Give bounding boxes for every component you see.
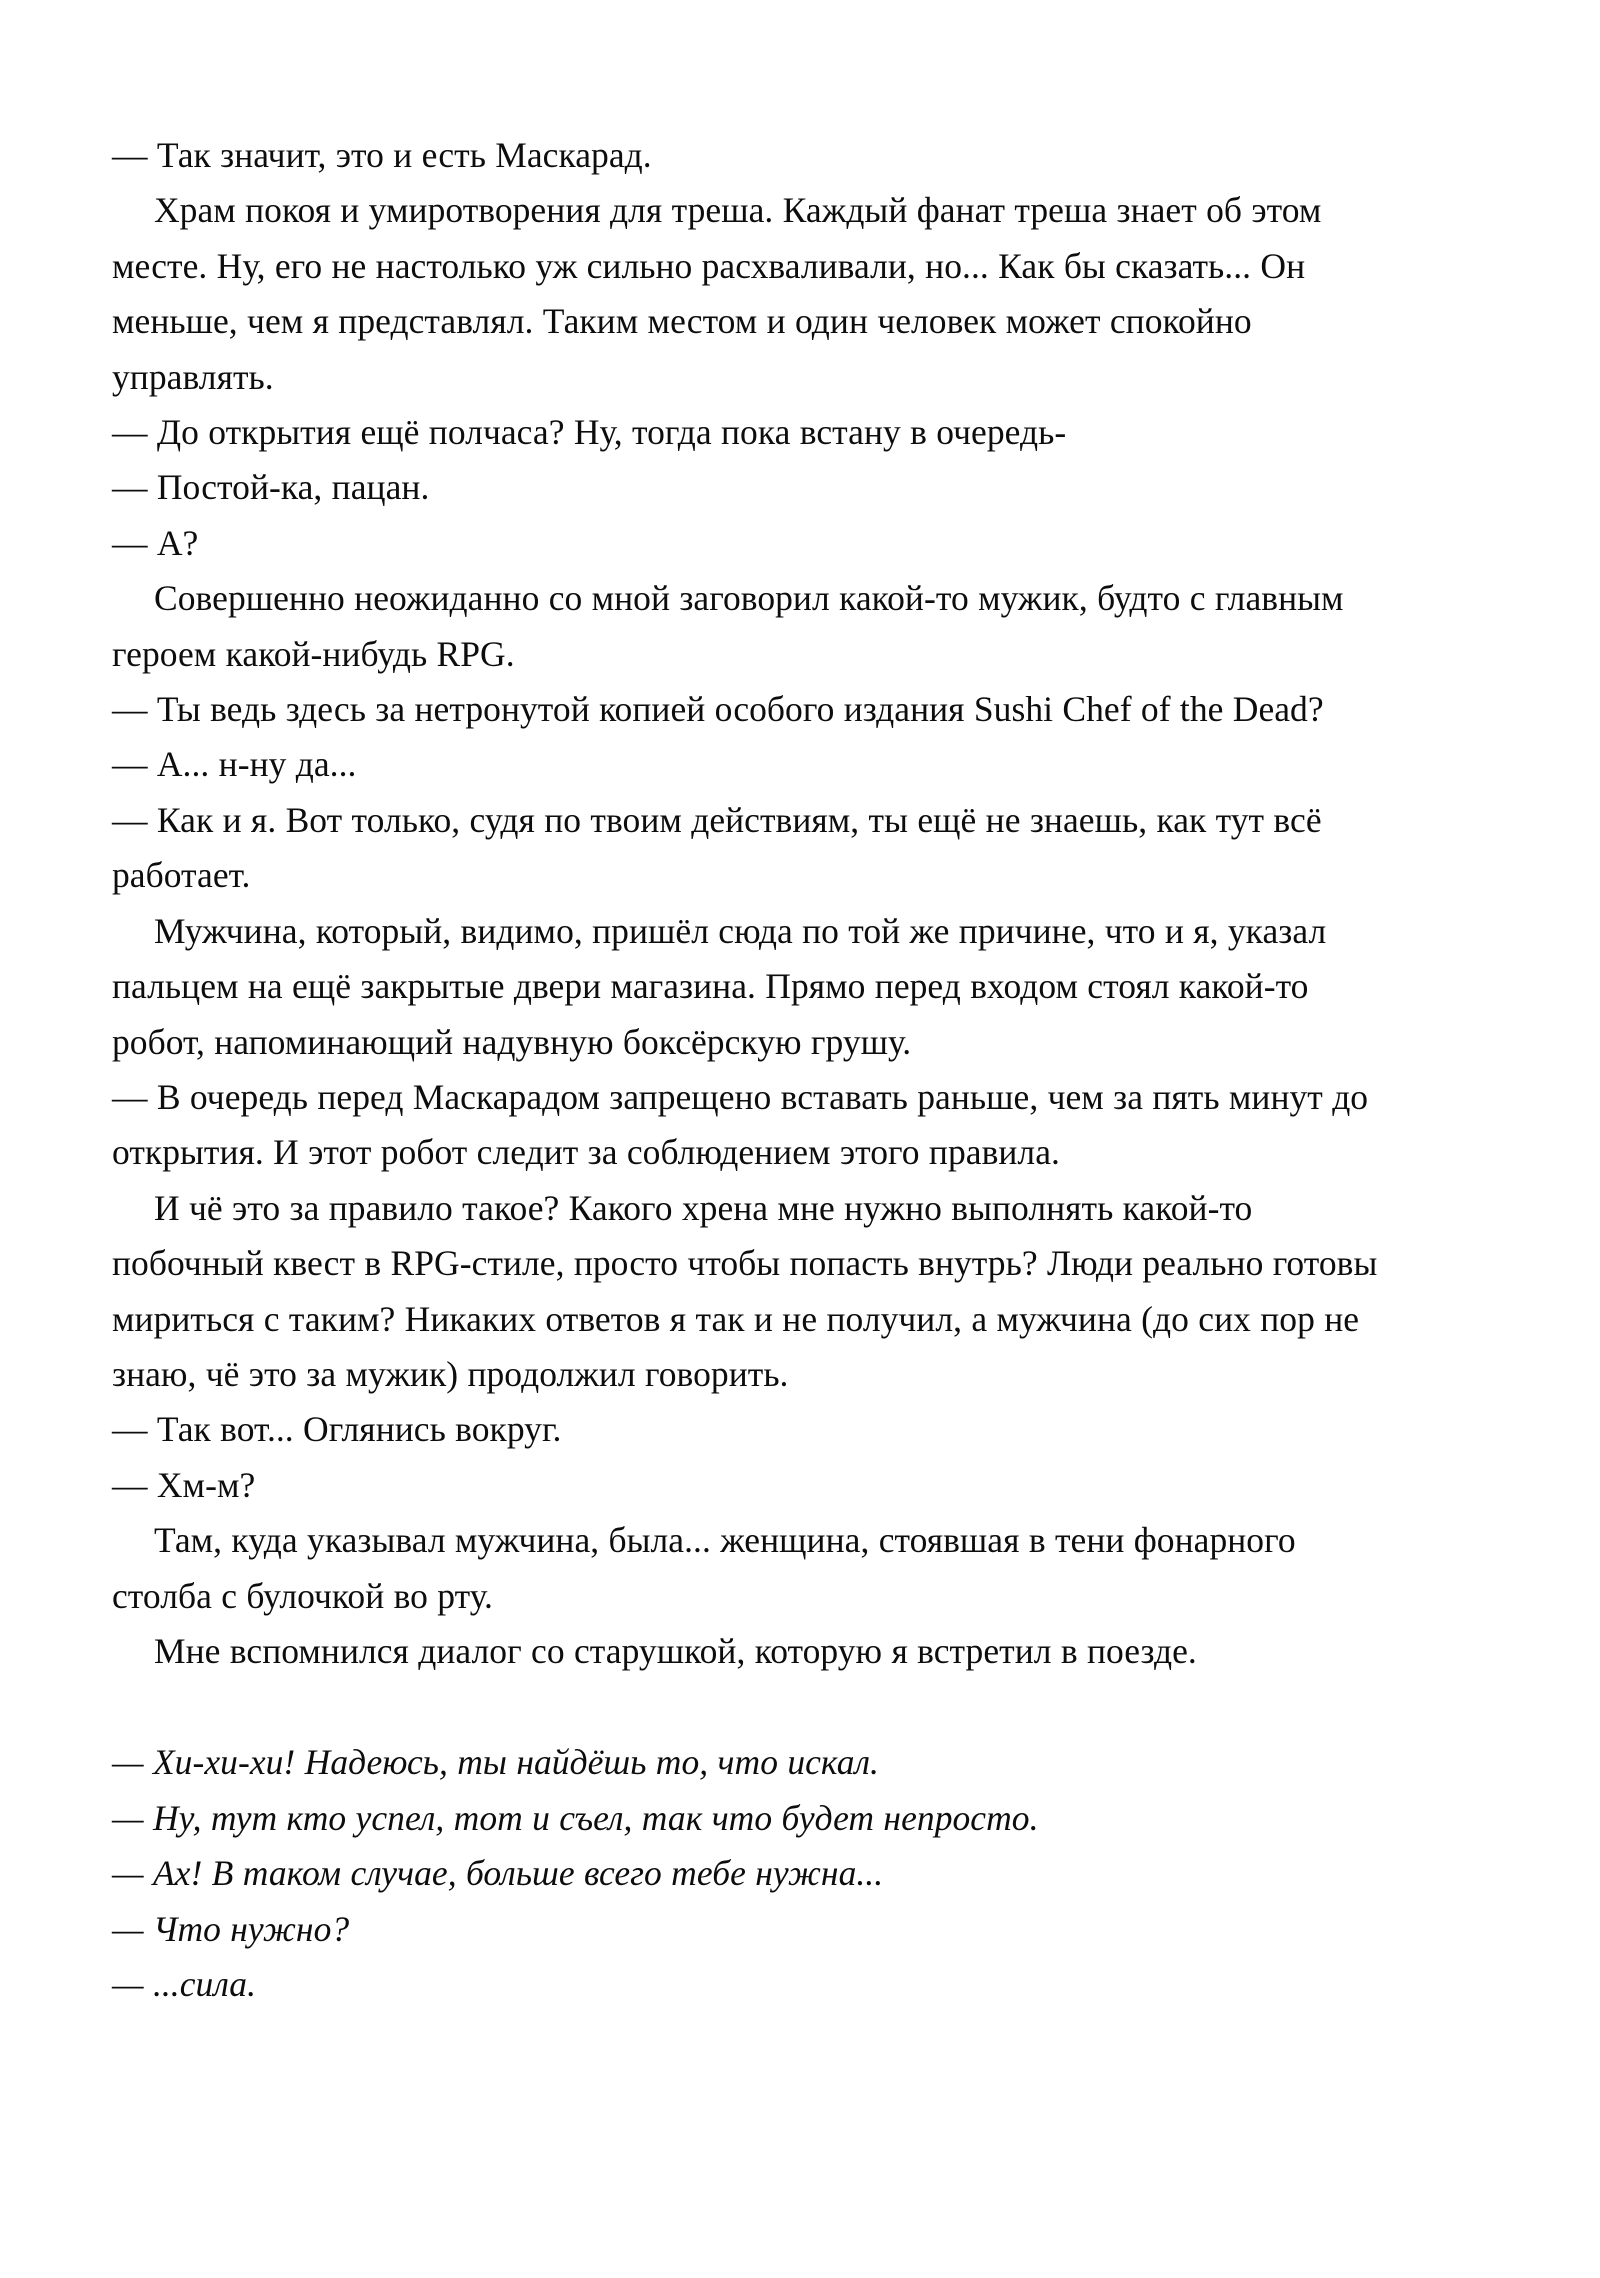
flashback-dialogue-section (112, 1735, 1380, 2012)
body-dialogue-line: — В очередь перед Маскарадом запрещено вставать раньше, чем за пять минут до открытия. И этот робот следит за соблюдением этого правила. (112, 1076, 1369, 1173)
body-dialogue-line: — До открытия ещё полчаса? Ну, тогда пока встану в очередь- (112, 412, 1067, 453)
body-paragraph: Храм покоя и умиротворения для треша. Каждый фанат треша знает об этом месте. Ну, его не настолько уж сильно расхваливали, но... Как бы сказать... Он меньше, чем я представлял. Таким местом и один человек может спокойно управлять. (112, 190, 1322, 397)
body-section (112, 128, 1380, 1679)
body-paragraph: Мужчина, который, видимо, пришёл сюда по той же причине, что и я, указал пальцем на ещё закрытые двери магазина. Прямо перед входом стоял какой-то робот, напоминающий надувную боксёрскую грушу. (112, 910, 1327, 1062)
body-paragraph: Совершенно неожиданно со мной заговорил какой-то мужик, будто с главным героем какой-нибудь RPG. (112, 578, 1344, 674)
body-dialogue-line: — Так значит, это и есть Маскарад. (112, 135, 652, 175)
flashback-dialogue-line: — Хи-хи-хи! Надеюсь, ты найдёшь то, что искал. (112, 1742, 879, 1783)
flashback-dialogue-line: — Ах! В таком случае, больше всего тебе нужна... (112, 1853, 884, 1894)
body-paragraph: Мне вспомнился диалог со старушкой, которую я встретил в поезде. (154, 1630, 1197, 1671)
flashback-dialogue-line: — Ну, тут кто успел, тот и съел, так что будет непросто. (112, 1797, 1039, 1838)
body-dialogue-line: — Постой-ка, пацан. (112, 467, 430, 508)
flashback-dialogue-line: — Что нужно? (112, 1908, 350, 1949)
body-dialogue-line: — Как и я. Вот только, судя по твоим действиям, ты ещё не знаешь, как тут всё работает. (112, 799, 1322, 896)
body-dialogue-line: — Так вот... Оглянись вокруг. (112, 1409, 562, 1450)
body-dialogue-line: — А? (112, 522, 199, 563)
body-dialogue-line: — А... н-ну да... (112, 744, 357, 785)
text-column (112, 128, 1380, 2012)
flashback-dialogue-line: — ...сила. (112, 1964, 257, 2004)
body-dialogue-line: — Хм-м? (112, 1464, 256, 1505)
body-dialogue-line: — Ты ведь здесь за нетронутой копией особого издания Sushi Chef of the Dead? (112, 689, 1324, 730)
body-paragraph: И чё это за правило такое? Какого хрена мне нужно выполнять какой-то побочный квест в RPG-стиле, просто чтобы попасть внутрь? Люди реально готовы мириться с таким? Никаких ответов я так и не получил, а мужчина (до сих пор не знаю, чё это за мужик) продолжил говорить. (112, 1187, 1378, 1394)
body-paragraph: Там, куда указывал мужчина, была... женщина, стоявшая в тени фонарного столба с булочкой во рту. (112, 1520, 1296, 1616)
